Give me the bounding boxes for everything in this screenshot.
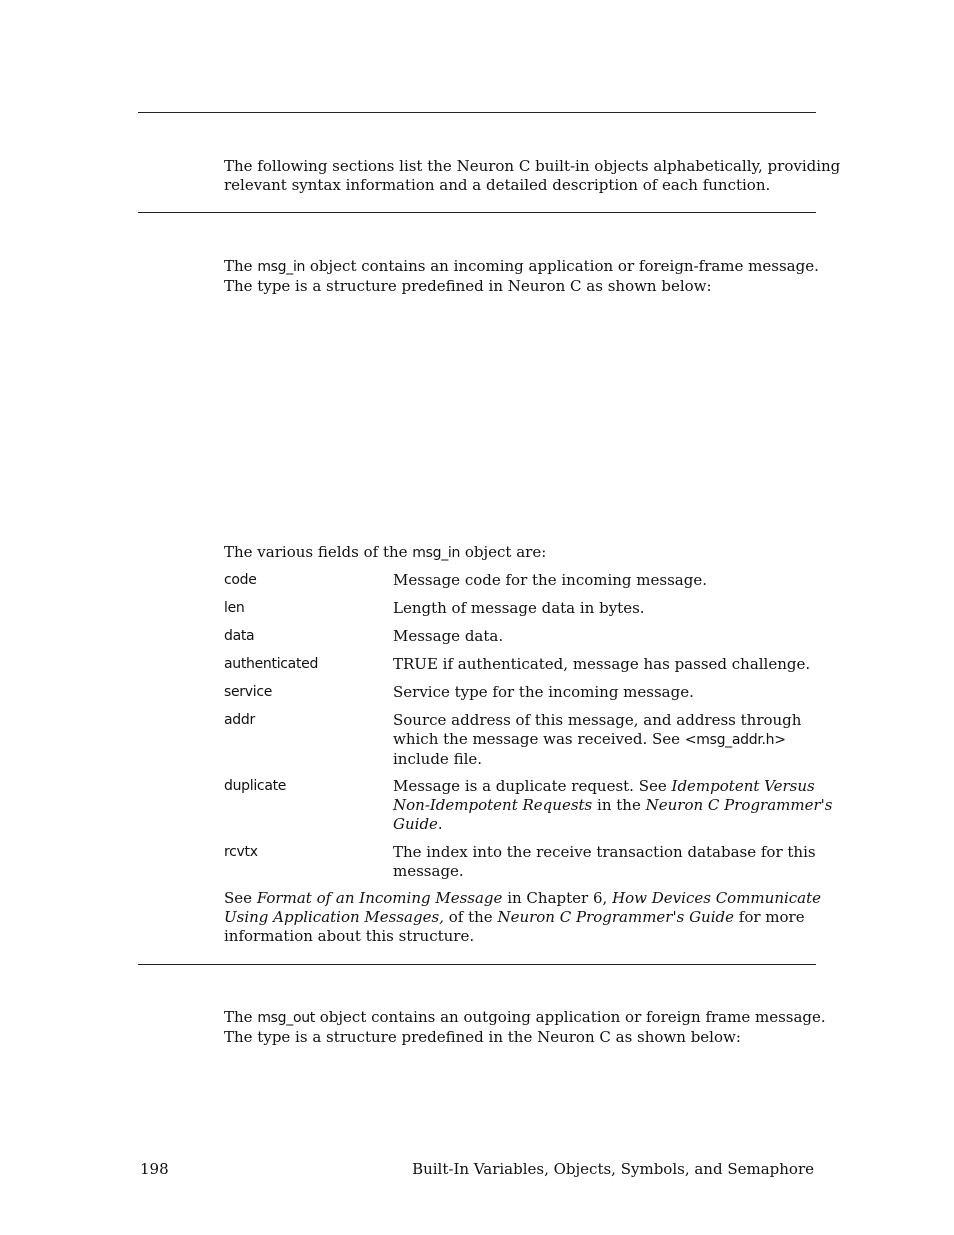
field-desc: Message data. — [393, 627, 504, 645]
text-msg-out-desc: object contains an outgoing application or foreign frame message. — [319, 1008, 826, 1026]
text-msg-out-type: The type is a structure predefined in the Neuron C as shown below: — [224, 1028, 741, 1046]
text-the: The — [224, 1008, 253, 1026]
code-msg-in-fields: msg_in — [412, 545, 461, 561]
footer-title: Built-In Variables, Objects, Symbols, and Semaphore — [412, 1160, 814, 1178]
field-desc: Message is a duplicate request. See — [393, 777, 667, 795]
field-term: data — [224, 628, 255, 644]
text-msg-in-type: The type is a structure predefined in Neuron C as shown below: — [224, 277, 712, 295]
field-term: duplicate — [224, 778, 287, 794]
field-term: service — [224, 684, 273, 700]
section-rule-top — [138, 112, 816, 113]
ref-non-idempotent: Non-Idempotent Requests — [393, 796, 593, 814]
field-desc: Service type for the incoming message. — [393, 683, 694, 701]
field-term: rcvtx — [224, 844, 258, 860]
text-for-more: for more — [738, 908, 805, 926]
field-term: addr — [224, 712, 255, 728]
ref-format-incoming: Format of an Incoming Message — [256, 889, 503, 907]
section-rule-msg-in — [138, 212, 816, 213]
field-desc: Length of message data in bytes. — [393, 599, 645, 617]
ref-idempotent: Idempotent Versus — [671, 777, 815, 795]
ref-chapter-title: Using Application Messages, — [224, 908, 444, 926]
text-msg-in-desc: object contains an incoming application or foreign-frame message. — [309, 257, 819, 275]
field-desc: Source address of this message, and address through — [393, 711, 802, 729]
section-rule-msg-out — [138, 964, 816, 965]
ref-guide-title: Guide — [393, 815, 438, 833]
field-desc: The index into the receive transaction database for this — [393, 843, 816, 861]
field-desc: Message code for the incoming message. — [393, 571, 707, 589]
field-term: authenticated — [224, 656, 319, 672]
code-msg-in: msg_in — [257, 259, 306, 275]
field-desc: message. — [393, 862, 464, 880]
text-fields-post: object are: — [464, 543, 547, 561]
text-of-the: of the — [448, 908, 493, 926]
text-the: The — [224, 257, 253, 275]
text-info: information about this structure. — [224, 927, 475, 945]
field-desc: which the message was received. See — [393, 730, 681, 748]
ref-chapter-title: How Devices Communicate — [612, 889, 822, 907]
intro-paragraph — [224, 157, 841, 195]
intro-line-1: The following sections list the Neuron C built-in objects alphabetically, providing — [224, 157, 841, 175]
text-fields-pre: The various fields of the — [224, 543, 408, 561]
field-desc: in the — [597, 796, 641, 814]
msg-in-intro — [224, 257, 824, 296]
ref-guide-title: Neuron C Programmer's — [645, 796, 833, 814]
page-number: 198 — [140, 1160, 169, 1178]
field-term: len — [224, 600, 245, 616]
field-desc: TRUE if authenticated, message has passed challenge. — [393, 655, 811, 673]
code-msg-addr-h: <msg_addr.h> — [684, 732, 786, 748]
text-chapter: in Chapter 6, — [507, 889, 608, 907]
msg-out-intro — [224, 1008, 824, 1047]
see-also-paragraph — [224, 889, 824, 946]
intro-line-2: relevant syntax information and a detailed description of each function. — [224, 176, 771, 194]
field-desc: . — [437, 815, 443, 833]
msg-in-fields-intro — [224, 543, 824, 563]
code-msg-out: msg_out — [257, 1010, 315, 1026]
field-desc: include file. — [393, 750, 483, 768]
field-term: code — [224, 572, 257, 588]
text-see: See — [224, 889, 253, 907]
ref-guide-title: Neuron C Programmer's Guide — [497, 908, 734, 926]
